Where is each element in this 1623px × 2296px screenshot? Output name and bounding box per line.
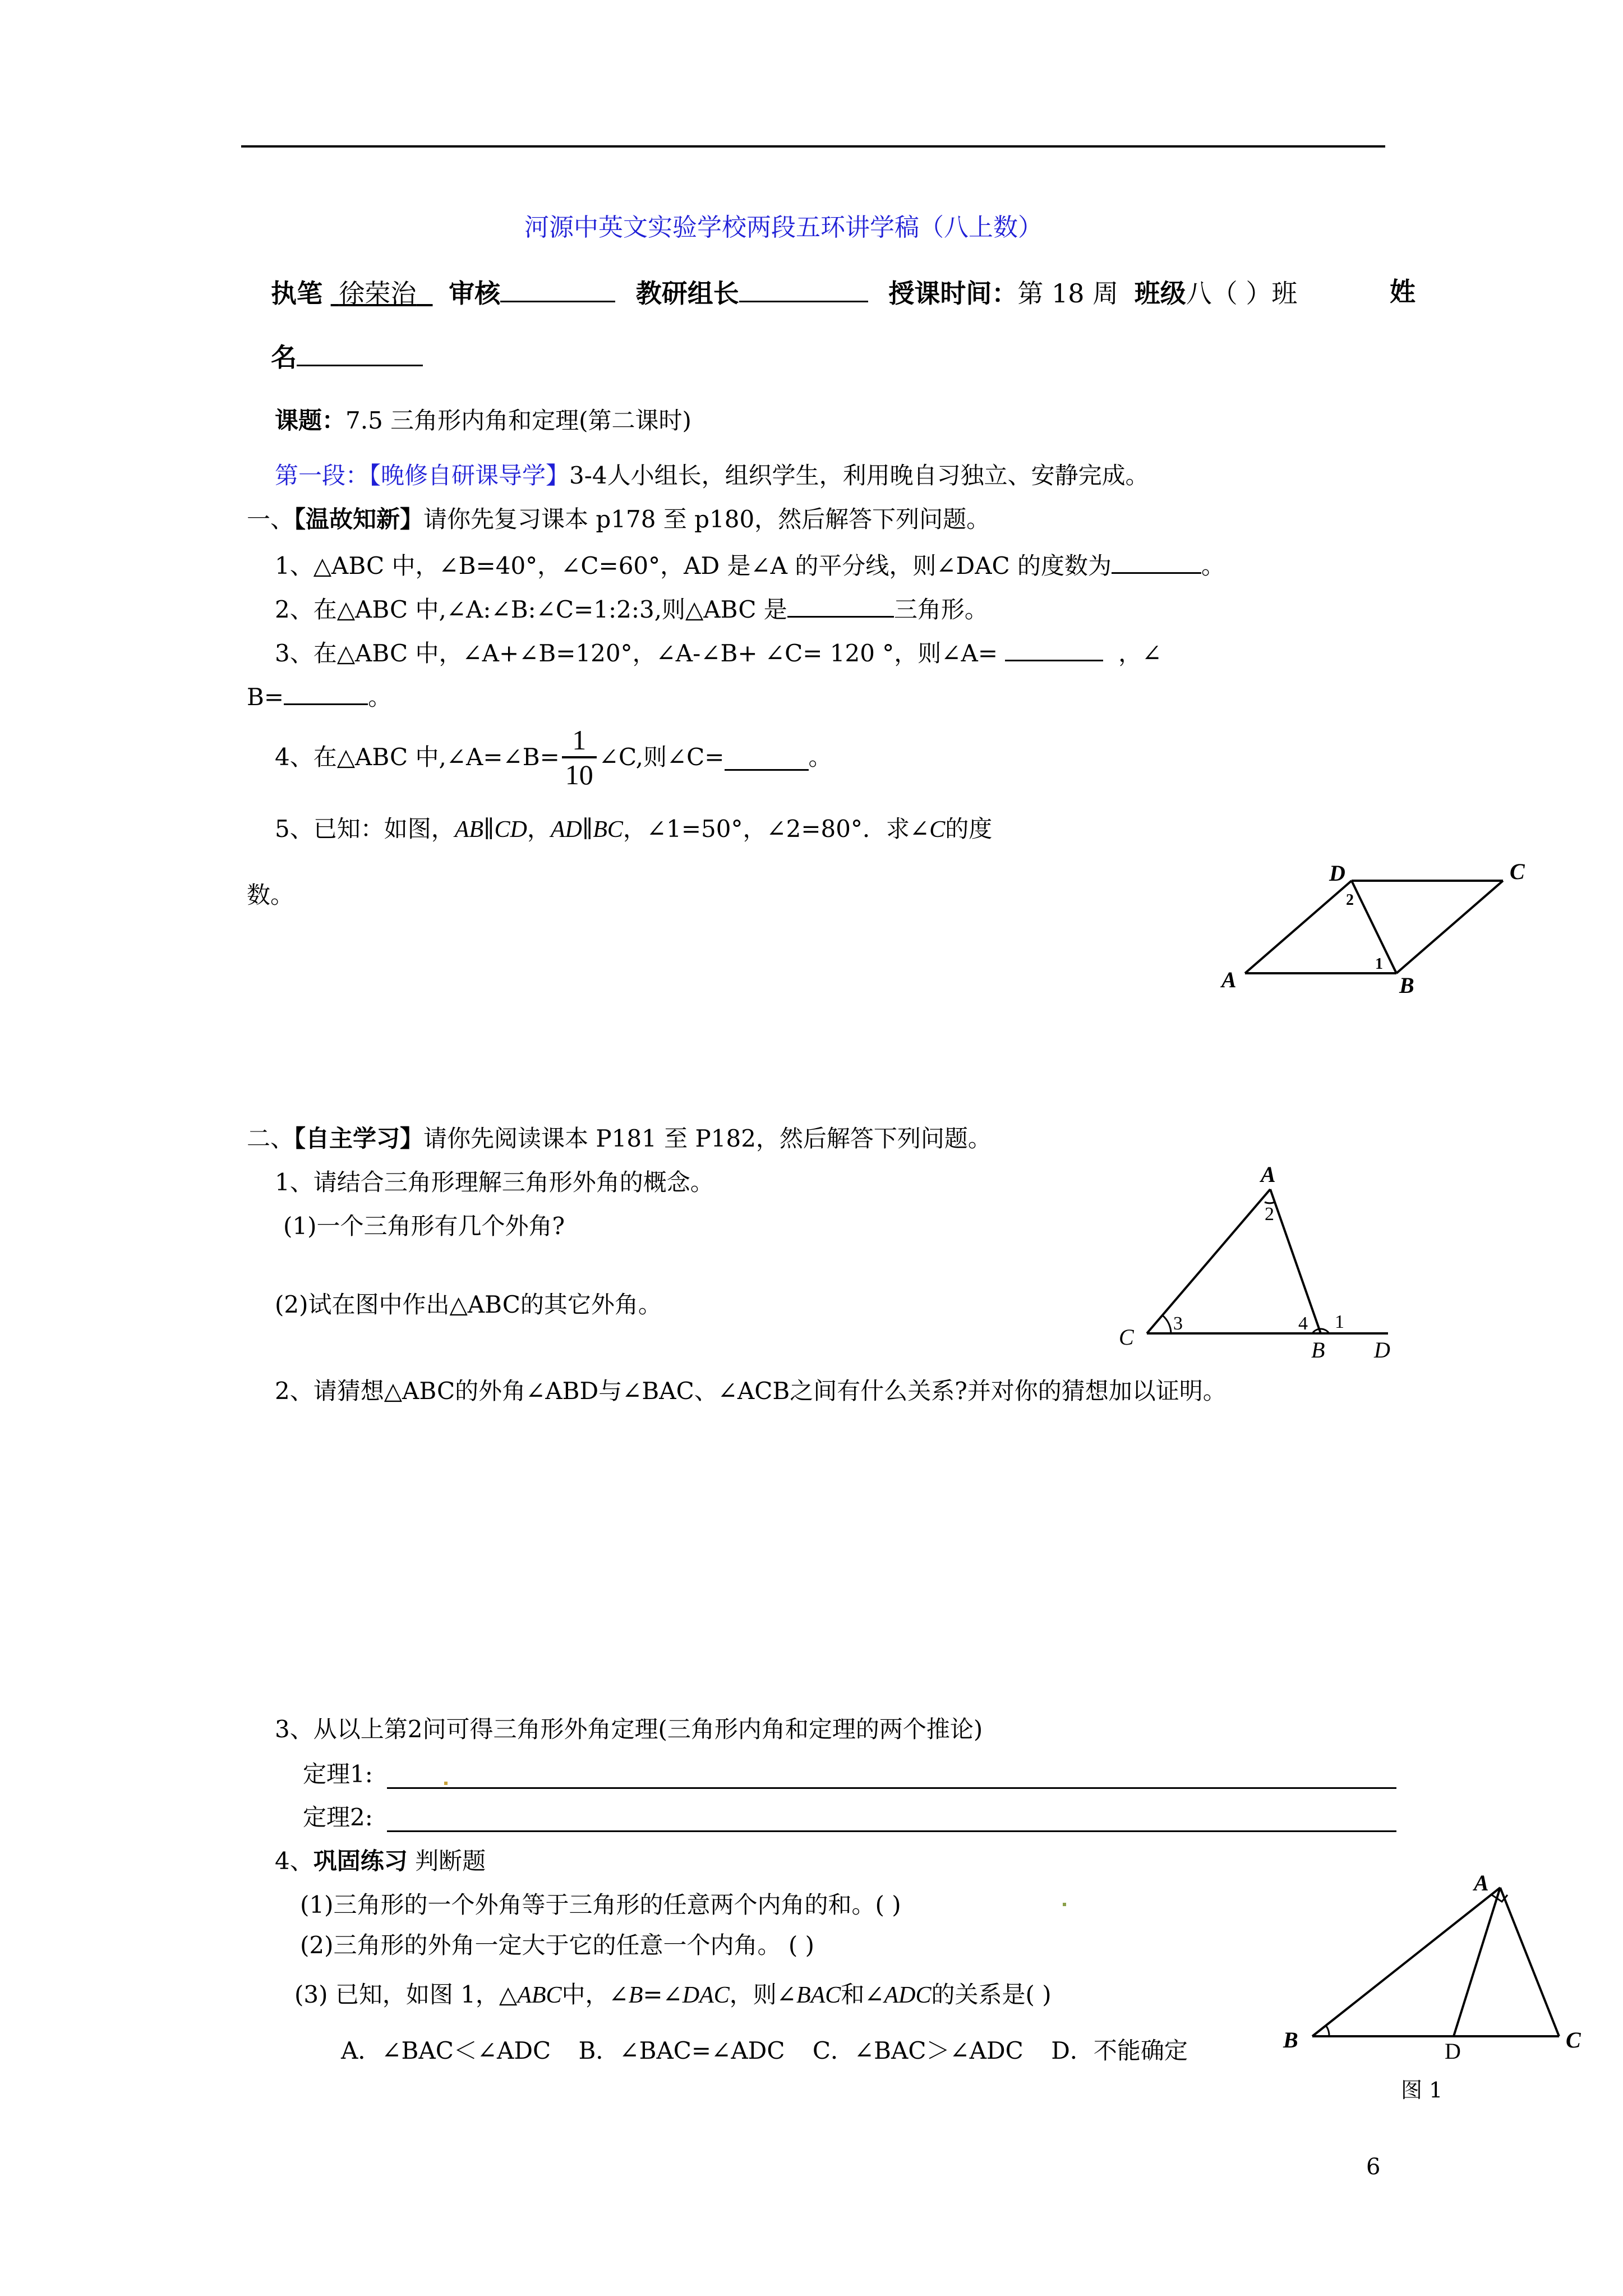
stage1-line [275,460,1149,491]
stage1-title: 第一段：【晚修自研课导学】 [275,462,570,489]
question-1-2: 2、在△ABC 中,∠A:∠B:∠C=1:2:3,则△ABC 是 三角形。 [275,591,988,625]
question-2-1-1: (1)一个三角形有几个外角? [283,1212,565,1240]
topic-label: 课题： [275,407,346,434]
question-2-4: 4、巩固练习 判断题 [275,1847,486,1875]
answer-blank [1005,635,1103,661]
page-number: 6 [1366,2154,1381,2180]
name-blank [297,340,423,366]
section1-heading: 一、【温故知新】请你先复习课本 p178 至 p180，然后解答下列问题。 [247,505,990,533]
question-1-3-cont: B= 。 [247,679,391,713]
fig2-angle-1: 1 [1335,1312,1344,1332]
judgement-3-options [341,2035,1188,2067]
fig1-label-d: D [1329,861,1345,886]
page-title: 河源中英文实验学校两段五环讲学稿（八上数） [524,213,1043,242]
judgement-3: (3) 已知，如图 1，△ABC中，∠B=∠DAC，则∠BAC和∠ADC的关系是( ) [294,1981,1052,2008]
judgement-1-dot [1063,1903,1066,1906]
leader-blank [739,276,868,302]
fig3-label-a: A [1474,1870,1489,1895]
fig2-label-d: D [1374,1337,1390,1363]
section2-heading: 二、【自主学习】请你先阅读课本 P181 至 P182，然后解答下列问题。 [247,1125,992,1152]
section2-intro: 请你先阅读课本 P181 至 P182，然后解答下列问题。 [423,1125,992,1152]
fig3-label-c: C [1566,2027,1581,2053]
fig1-angle-1: 1 [1375,955,1383,973]
question-1-3: 3、在△ABC 中，∠A+∠B=120°，∠A-∠B+ ∠C= 120 °，则∠A= ，∠ [275,635,1161,669]
header-info-line [271,276,1297,309]
figure-1-caption: 图 1 [1401,2078,1443,2102]
theorem-1-line [387,1787,1396,1789]
review-label: 审核 [449,278,501,309]
fig2-label-a: A [1261,1162,1276,1187]
answer-blank [284,679,368,705]
question-2-1: 1、请结合三角形理解三角形外角的概念。 [275,1168,714,1196]
fig2-angle-4: 4 [1298,1313,1308,1334]
judgement-1: (1)三角形的一个外角等于三角形的任意两个内角的和。( ) [300,1891,901,1918]
class-label: 班级 [1134,278,1186,309]
theorem-2-line [387,1830,1396,1832]
theorem-2-label: 定理2: [303,1803,373,1831]
figure-1-triangle [1273,1868,1587,2076]
question-2-2: 2、请猜想△ABC的外角∠ABD与∠BAC、∠ACB之间有什么关系?并对你的猜想加以证明。 [275,1377,1227,1405]
answer-blank [787,591,894,618]
section1-bracket: 【温故知新】 [294,505,424,533]
topic-line [275,405,691,436]
fig2-angle-3: 3 [1173,1313,1183,1334]
fig2-angle-2: 2 [1265,1204,1274,1225]
name-label-2: 名 [271,342,297,372]
theorem-1-dot [444,1782,448,1785]
question-2-1-2: (2)试在图中作出△ABC的其它外角。 [275,1291,662,1318]
option-d: D．不能确定 [1051,2037,1188,2064]
question-1-5: 5、已知：如图，AB∥CD，AD∥BC，∠1=50°，∠2=80°．求∠C的度 [275,815,993,843]
question-1-4: 4、在△ABC 中,∠A=∠B= $\frac{1}{10}$ ∠C,则∠C= 。 [275,724,832,790]
fig3-label-d: D [1445,2039,1461,2064]
section1-intro: 请你先复习课本 p178 至 p180，然后解答下列问题。 [423,505,990,533]
time-value: 第 18 周 [1017,278,1119,309]
fig1-label-c: C [1510,859,1525,884]
section2-bracket: 【自主学习】 [294,1125,424,1152]
answer-blank [1112,547,1201,574]
figure-parallelogram [1217,855,1531,1001]
review-blank [500,276,615,302]
stage1-desc: 3-4人小组长，组织学生，利用晚自习独立、安静完成。 [569,462,1149,489]
time-label: 授课时间： [888,278,1018,309]
option-a: A．∠BAC＜∠ADC [341,2037,551,2064]
fig1-angle-2: 2 [1346,891,1354,909]
answer-blank [725,744,809,771]
fig1-label-b: B [1399,973,1414,998]
option-c: C．∠BAC＞∠ADC [812,2037,1023,2064]
topic-value: 7.5 三角形内角和定理(第二课时) [345,407,691,434]
fraction-one-tenth: $\frac{1}{10}$ [562,724,597,791]
option-b: B．∠BAC=∠ADC [578,2037,785,2064]
leader-label: 教研组长 [635,278,739,309]
fig3-label-b: B [1283,2027,1298,2053]
fig1-label-a: A [1221,967,1237,992]
writer-label: 执笔 [271,278,322,309]
question-1-5-cont: 数。 [247,881,294,909]
writer-name: 徐荣治 [339,278,417,309]
fig2-label-c: C [1119,1324,1134,1350]
theorem-1-label: 定理1: [303,1760,373,1788]
figure-exterior-angle [1105,1158,1408,1366]
judgement-2: (2)三角形的外角一定大于它的任意一个内角。 ( ) [300,1931,814,1959]
header-rule [241,145,1385,148]
name-line [271,340,423,373]
class-value: 八（ ）班 [1186,278,1298,309]
question-1-1: 1、△ABC 中，∠B=40°，∠C=60°，AD 是∠A 的平分线，则∠DAC 的度数为 。 [275,547,1225,582]
name-label-1: 姓 [1390,277,1415,307]
question-2-3: 3、从以上第2问可得三角形外角定理(三角形内角和定理的两个推论) [275,1715,983,1743]
fig2-label-b: B [1311,1337,1325,1363]
